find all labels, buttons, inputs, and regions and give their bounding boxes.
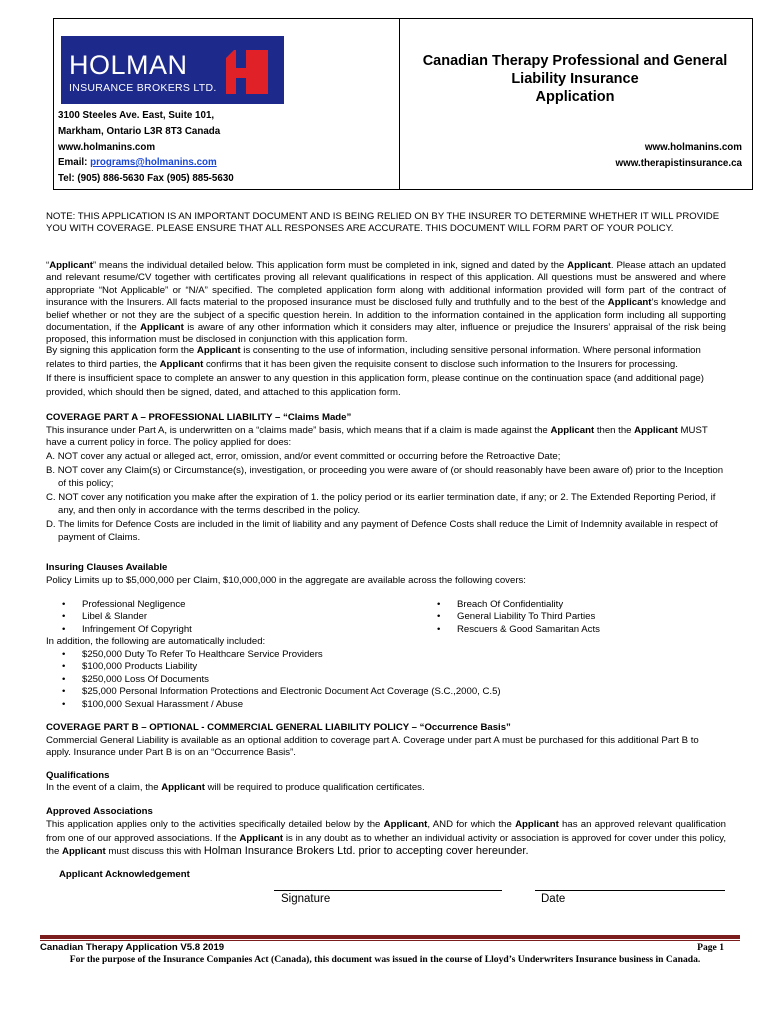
associations-heading: Approved Associations xyxy=(46,806,153,817)
email-label: Email: xyxy=(58,157,91,168)
footer-version: Canadian Therapy Application V5.8 2019 xyxy=(40,942,225,953)
website-right-1[interactable]: www.holmanins.com xyxy=(644,142,742,153)
date-line[interactable] xyxy=(535,890,725,891)
list-item: • Breach Of Confidentiality xyxy=(421,599,721,611)
qualifications-text: In the event of a claim, the Applicant will be required to produce qualification certificates. xyxy=(46,782,425,793)
list-item: • Libel & Slander xyxy=(46,611,386,623)
part-a-list xyxy=(46,450,726,545)
logo-name: HOLMAN xyxy=(69,50,188,80)
list-item: • $25,000 Personal Information Protections and Electronic Document Act Coverage (S.C.,2000, C.5) xyxy=(46,686,726,698)
acknowledgement-heading: Applicant Acknowledgement xyxy=(59,869,190,880)
title-line-2: Liability Insurance xyxy=(511,71,639,87)
logo-subtitle: INSURANCE BROKERS LTD. xyxy=(69,82,217,94)
list-item: B. NOT cover any Claim(s) or Circumstance(s), investigation, or proceeding you were aware of (or should reasonably have been aware of) prior to the Inception of this policy; xyxy=(46,464,724,489)
part-b-heading: COVERAGE PART B – OPTIONAL - COMMERCIAL GENERAL LIABILITY POLICY – “Occurrence Basis” xyxy=(46,722,511,733)
list-item: • $100,000 Sexual Harassment / Abuse xyxy=(46,699,726,711)
part-b-text: Commercial General Liability is available as an optional addition to coverage part A. Coverage under part A must be purchased for this additional Part B to apply. Insurance under Part B is on an “Occurrence Basis”. xyxy=(46,735,699,759)
website-left: www.holmanins.com xyxy=(58,142,156,153)
qualifications-heading: Qualifications xyxy=(46,770,110,781)
list-item: • General Liability To Third Parties xyxy=(421,611,721,623)
continuation-paragraph: If there is insufficient space to complete an answer to any question in this application form, please continue on the continuation space (and additional page) provided, which should then be signed, dated, and attached to this application form. xyxy=(46,373,704,398)
footer-disclaimer: For the purpose of the Insurance Companies Act (Canada), this document was issued in the course of Lloyd’s Underwriters Insurance business in Canada. xyxy=(69,954,701,965)
signature-line[interactable] xyxy=(274,890,502,891)
applicant-definition: “Applicant” means the individual detailed below. This application form must be completed in ink, signed and dated by the Applicant. Please attach an updated and relevant resume/CV together with certificates proving all relevant qualifications in respect of this application. All questions must be answered and where appropriate “Not Applicable” or “N/A” specified. The completed application form along with additional information provided will form part of the contract of insurance with the Insurers. All facts material to the proposed insurance must be disclosed fully and truthfully and to the best of the Applicant’s knowledge and belief whether or not they are the subject of a specific question herein. In addition to the information contained in the application form including all supporting documentation, if the Applicant is aware of any other information which it considers may alter, influence or prejudice the Insurers’ appraisal of the risk being proposed, this information must be disclosed in conjunction with this application form. xyxy=(46,260,726,346)
list-item: • Professional Negligence xyxy=(46,599,386,611)
date-label: Date xyxy=(541,893,566,905)
list-item: • $100,000 Products Liability xyxy=(46,661,726,673)
footer-rule xyxy=(40,935,740,939)
insuring-intro: Policy Limits up to $5,000,000 per Claim, $10,000,000 in the aggregate are available across the following covers: xyxy=(46,575,526,586)
title-line-1: Canadian Therapy Professional and General xyxy=(422,53,728,69)
signature-label: Signature xyxy=(281,893,331,905)
list-item: • $250,000 Duty To Refer To Healthcare Service Providers xyxy=(46,649,726,661)
website-right-2[interactable]: www.therapistinsurance.ca xyxy=(615,158,742,169)
logo-mark-icon xyxy=(226,50,268,94)
list-item: C. NOT cover any notification you make after the expiration of 1. the policy period or its earlier termination date, if any; or 2. The Extended Reporting Period, if any, and then only in accordance with the terms described in the policy. xyxy=(46,491,716,516)
part-a-heading: COVERAGE PART A – PROFESSIONAL LIABILITY – “Claims Made” xyxy=(46,412,352,423)
additional-intro: In addition, the following are automatically included: xyxy=(46,636,266,647)
list-item: • Infringement Of Copyright xyxy=(46,624,386,636)
email-line xyxy=(58,157,217,168)
insuring-heading: Insuring Clauses Available xyxy=(46,562,168,573)
additional-list xyxy=(46,649,726,711)
phone-fax: Tel: (905) 886-5630 Fax (905) 885-5630 xyxy=(58,173,234,184)
consent-paragraph: By signing this application form the Applicant is consenting to the use of information, including sensitive personal information. Where personal information relates to third parties, the Applicant confirms that it has been given the requisite consent to disclose such information to the Insurers for processing. xyxy=(46,345,701,370)
holman-logo xyxy=(61,36,284,104)
list-item: A. NOT cover any actual or alleged act, error, omission, and/or event committed or occurring before the Retroactive Date; xyxy=(46,451,561,462)
footer-rule-thin xyxy=(40,940,740,941)
list-item: • $250,000 Loss Of Documents xyxy=(46,674,726,686)
address-line-2: Markham, Ontario L3R 8T3 Canada xyxy=(58,126,221,137)
list-item: D. The limits for Defence Costs are included in the limit of liability and any payment of Defence Costs shall reduce the Limit of Indemnity available in respect of payment of Claims. xyxy=(46,518,718,543)
page-number: Page 1 xyxy=(697,942,724,953)
associations-text: This application applies only to the activities specifically detailed below by the Applicant, AND for which the Applicant has an approved relevant qualification from one of our approved associations. If the Applicant is in any doubt as to whether an individual activity or association is approved for cover under this policy, the Applicant must discuss this with Holman Insurance Brokers Ltd. prior to accepting cover hereunder. xyxy=(46,819,726,857)
part-a-intro: This insurance under Part A, is underwritten on a “claims made” basis, which means that if a claim is made against the Applicant then the Applicant MUST have a current policy in force. The policy applied for does: xyxy=(46,425,708,449)
note-paragraph: NOTE: THIS APPLICATION IS AN IMPORTANT DOCUMENT AND IS BEING RELIED ON BY THE INSURER TO DETERMINE WHETHER IT WILL PROVIDE YOU WITH COVERAGE. PLEASE ENSURE THAT ALL RESPONSES ARE ACCURATE. THIS DOCUMENT WILL FORM PART OF YOUR POLICY. xyxy=(46,211,720,235)
address-line-1: 3100 Steeles Ave. East, Suite 101, xyxy=(58,110,215,121)
list-item: • Rescuers & Good Samaritan Acts xyxy=(421,624,721,636)
page-title xyxy=(400,52,750,106)
insuring-right-list xyxy=(421,599,721,636)
title-line-3: Application xyxy=(535,89,615,105)
insuring-left-list xyxy=(46,599,386,636)
email-link[interactable]: programs@holmanins.com xyxy=(90,157,217,168)
